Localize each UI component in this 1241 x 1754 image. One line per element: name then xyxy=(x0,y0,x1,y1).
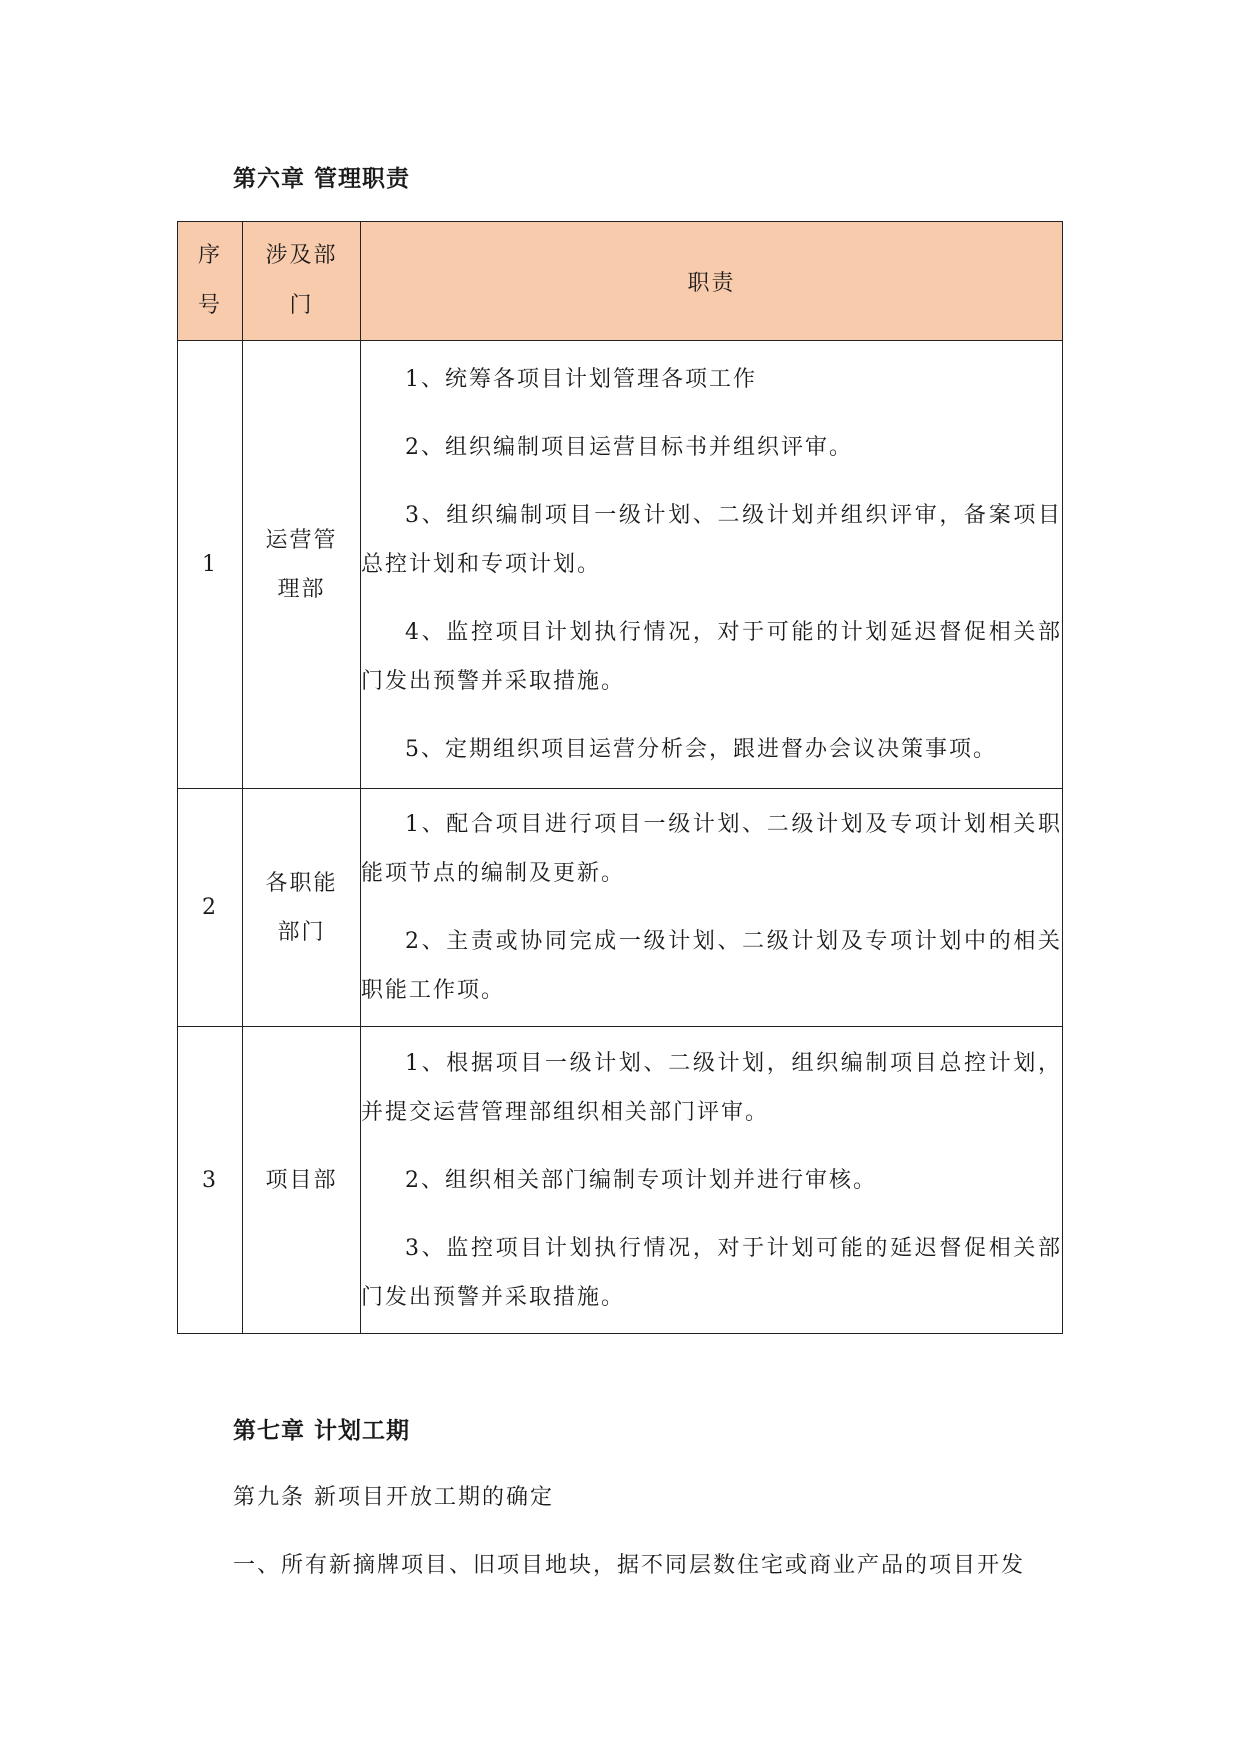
article-9-heading: 第九条 新项目开放工期的确定 xyxy=(233,1485,554,1510)
responsibility-table xyxy=(177,221,1063,1334)
department-line: 理部 xyxy=(277,576,326,602)
table-row xyxy=(178,1027,1063,1334)
duty-item: 5、定期组织项目运营分析会，跟进督办会议决策事项。 xyxy=(405,737,997,762)
row-number: 1 xyxy=(178,341,243,789)
header-dept-line-2: 门 xyxy=(289,293,314,318)
table-row xyxy=(178,789,1063,1027)
header-dept-line-1: 涉及部 xyxy=(265,243,338,268)
duty-cell xyxy=(361,1027,1063,1334)
department-line: 各职能 xyxy=(265,870,338,896)
table-row xyxy=(178,341,1063,789)
department-line: 运营管 xyxy=(265,527,338,553)
department-cell xyxy=(243,341,361,789)
chapter-7-title: 第七章 计划工期 xyxy=(233,1418,411,1444)
duty-item: 2、组织相关部门编制专项计划并进行审核。 xyxy=(405,1167,877,1193)
duty-item: 1、配合项目进行项目一级计划、二级计划及专项计划相关职能项节点的编制及更新。 xyxy=(361,812,1062,886)
duty-item: 1、统筹各项目计划管理各项工作 xyxy=(405,367,757,392)
header-dept xyxy=(243,222,361,341)
header-no xyxy=(178,222,243,341)
header-duty: 职责 xyxy=(361,222,1063,341)
department-line: 部门 xyxy=(277,919,326,945)
header-no-line-1: 序 xyxy=(197,243,222,268)
duty-cell xyxy=(361,341,1063,789)
row-number: 3 xyxy=(178,1027,243,1334)
duty-item: 2、组织编制项目运营目标书并组织评审。 xyxy=(405,435,853,460)
row-number: 2 xyxy=(178,789,243,1027)
duty-item: 1、根据项目一级计划、二级计划，组织编制项目总控计划，并提交运营管理部组织相关部门评审。 xyxy=(361,1050,1062,1125)
department-line: 项目部 xyxy=(265,1167,338,1193)
department-cell xyxy=(243,1027,361,1334)
chapter-6-title: 第六章 管理职责 xyxy=(233,166,411,192)
department-cell xyxy=(243,789,361,1027)
duty-item: 2、主责或协同完成一级计划、二级计划及专项计划中的相关职能工作项。 xyxy=(361,929,1062,1003)
duty-item: 3、组织编制项目一级计划、二级计划并组织评审，备案项目总控计划和专项计划。 xyxy=(361,503,1062,577)
duty-cell xyxy=(361,789,1063,1027)
table-header-row xyxy=(178,222,1063,341)
header-no-line-2: 号 xyxy=(197,293,222,318)
duty-item: 3、监控项目计划执行情况，对于计划可能的延迟督促相关部门发出预警并采取措施。 xyxy=(361,1235,1062,1310)
clause-1-text: 一、所有新摘牌项目、旧项目地块，据不同层数住宅或商业产品的项目开发 xyxy=(233,1553,1026,1578)
duty-item: 4、监控项目计划执行情况，对于可能的计划延迟督促相关部门发出预警并采取措施。 xyxy=(361,620,1062,694)
